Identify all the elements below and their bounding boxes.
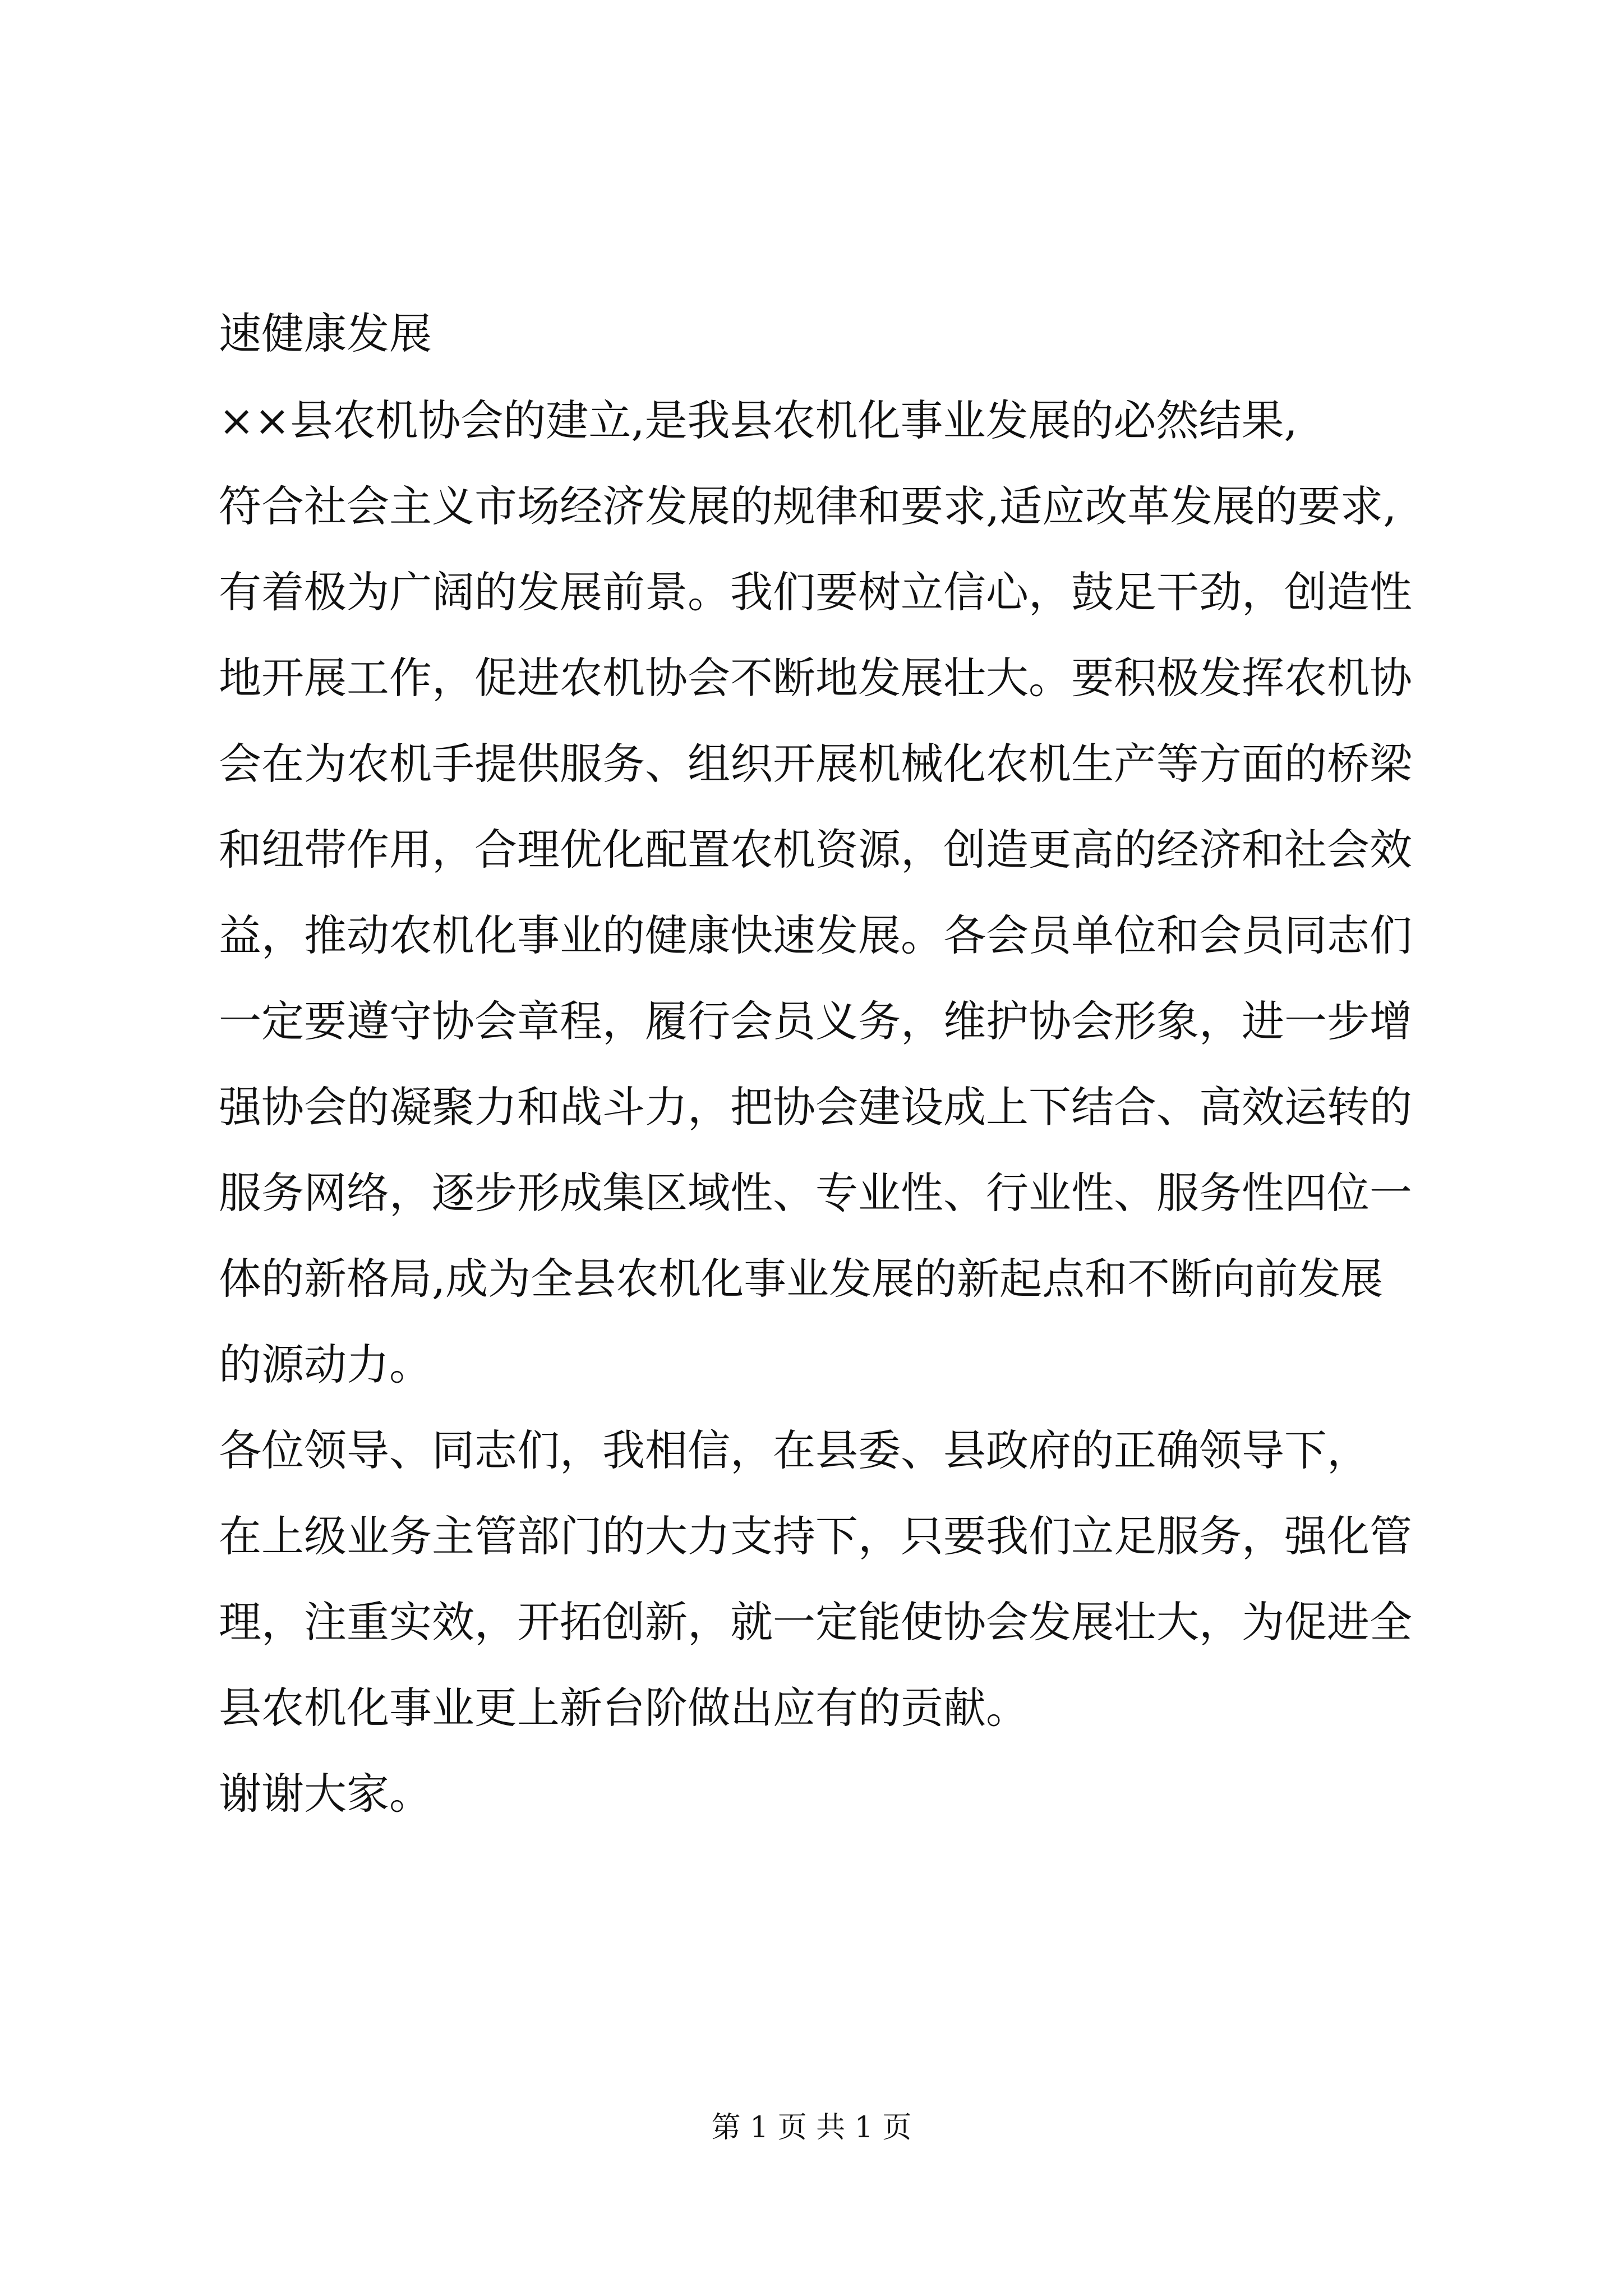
text-line: 有着极为广阔的发展前景。我们要树立信心，鼓足干劲，创造性 bbox=[219, 567, 1412, 617]
page-footer: 第 1 页 共 1 页 bbox=[711, 2111, 912, 2145]
text-line: 会在为农机手提供服务、组织开展机械化农机生产等方面的桥梁 bbox=[219, 739, 1412, 789]
text-line: 符合社会主义市场经济发展的规律和要求,适应改革发展的要求, bbox=[219, 481, 1397, 531]
text-line: 谢谢大家。 bbox=[219, 1769, 432, 1819]
text-line: 体的新格局,成为全县农机化事业发展的新起点和不断向前发展 bbox=[219, 1254, 1384, 1304]
text-line: 速健康发展 bbox=[219, 309, 432, 358]
text-line: 一定要遵守协会章程，履行会员义务，维护协会形象，进一步增 bbox=[219, 996, 1412, 1046]
text-line: 各位领导、同志们，我相信，在县委、县政府的正确领导下， bbox=[219, 1425, 1370, 1475]
text-line: ××县农机协会的建立,是我县农机化事业发展的必然结果, bbox=[219, 395, 1298, 445]
text-line: 地开展工作，促进农机协会不断地发展壮大。要积极发挥农机协 bbox=[219, 653, 1412, 703]
text-line: 服务网络，逐步形成集区域性、专业性、行业性、服务性四位一 bbox=[219, 1168, 1412, 1218]
text-line: 县农机化事业更上新台阶做出应有的贡献。 bbox=[219, 1683, 1029, 1733]
text-line: 和纽带作用，合理优化配置农机资源，创造更高的经济和社会效 bbox=[219, 825, 1412, 875]
text-line: 的源动力。 bbox=[219, 1340, 432, 1389]
text-line: 在上级业务主管部门的大力支持下，只要我们立足服务，强化管 bbox=[219, 1511, 1412, 1561]
text-line: 益，推动农机化事业的健康快速发展。各会员单位和会员同志们 bbox=[219, 910, 1412, 960]
text-line: 强协会的凝聚力和战斗力，把协会建设成上下结合、高效运转的 bbox=[219, 1082, 1412, 1132]
text-line: 理，注重实效，开拓创新，就一定能使协会发展壮大，为促进全 bbox=[219, 1597, 1412, 1647]
